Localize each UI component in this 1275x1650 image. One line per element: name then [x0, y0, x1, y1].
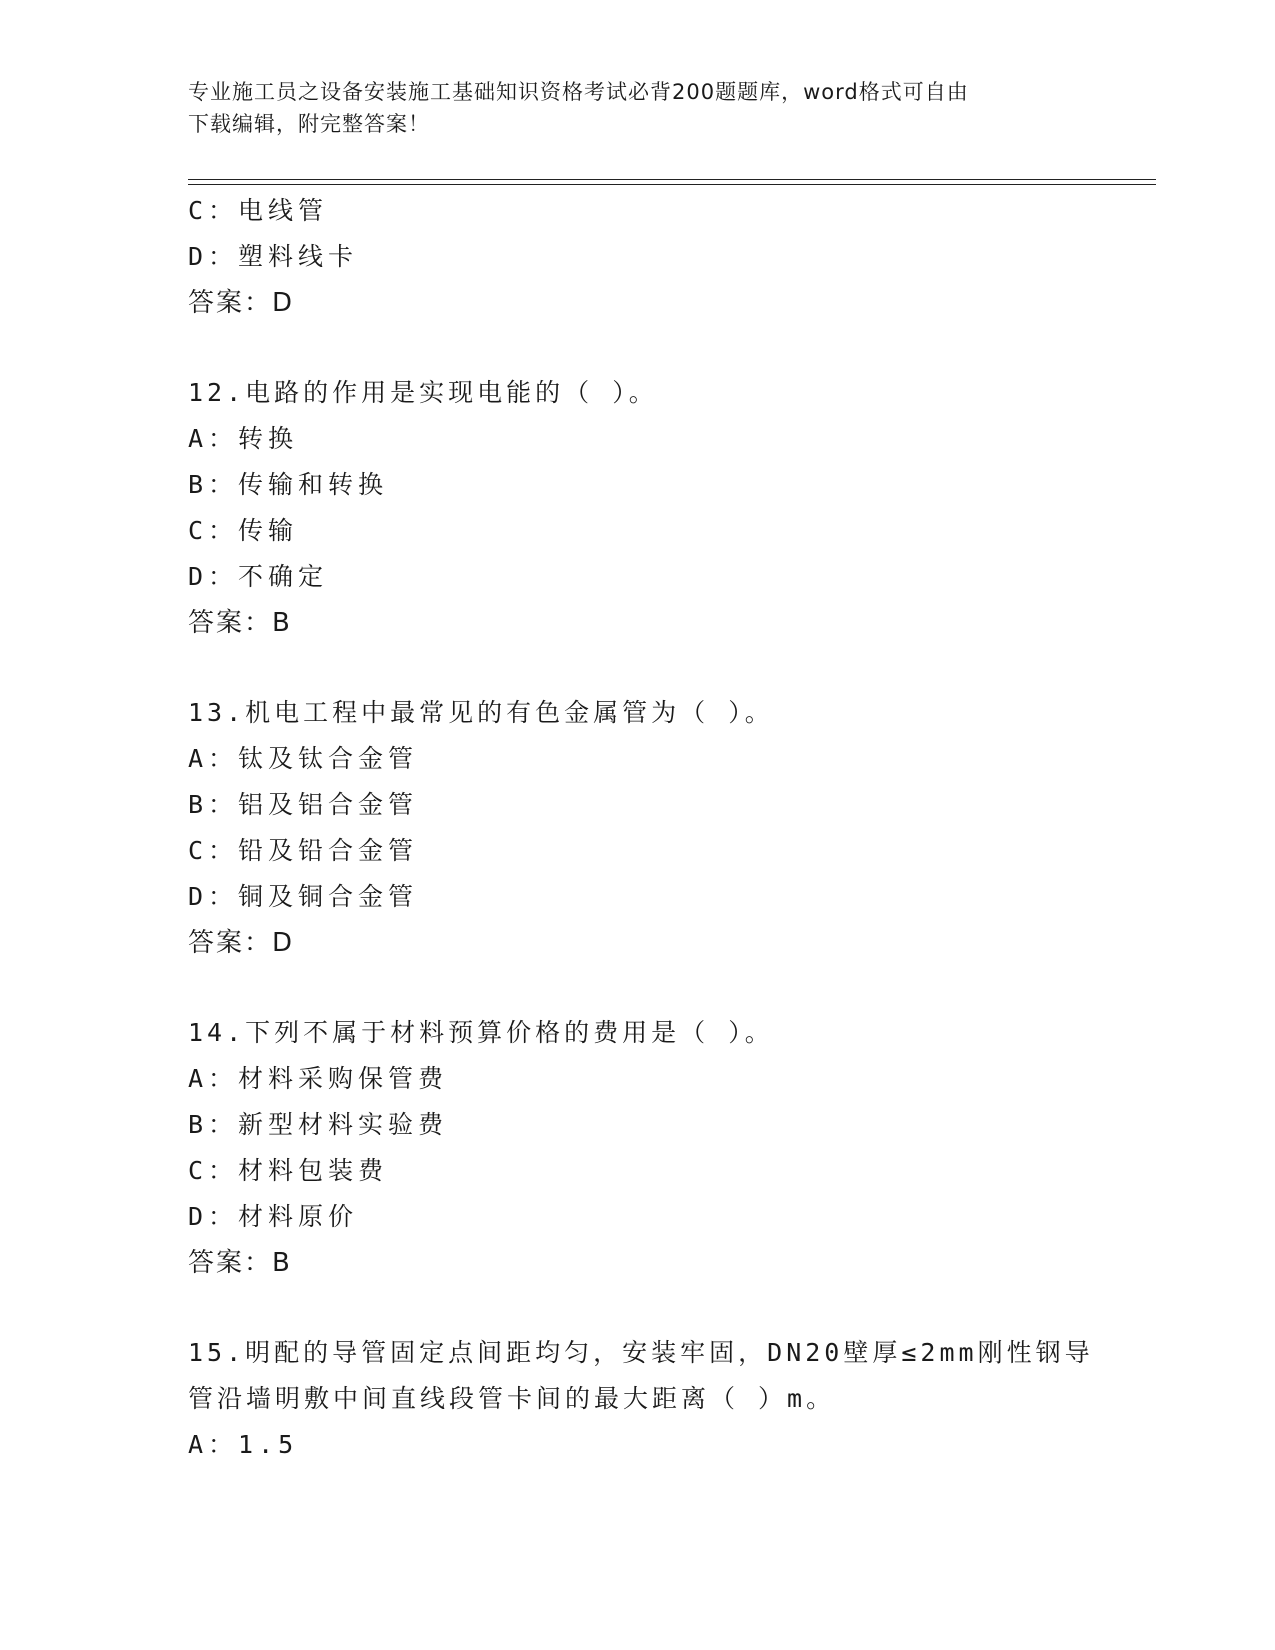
question-12 — [188, 370, 1088, 646]
option-d: D：不确定 — [188, 562, 329, 591]
option-c: C：铅及铅合金管 — [188, 836, 419, 865]
header-divider-bottom — [188, 184, 1156, 185]
question-stem: 12.电路的作用是实现电能的（ ）。 — [188, 378, 658, 407]
option-d: D：塑料线卡 — [188, 242, 359, 271]
option-b: B：铝及铝合金管 — [188, 790, 419, 819]
option-c: C：材料包装费 — [188, 1156, 389, 1185]
option-c: C：传输 — [188, 516, 299, 545]
option-c: C：电线管 — [188, 196, 329, 225]
header-line-1: 专业施工员之设备安装施工基础知识资格考试必背200题题库，word格式可自由 — [188, 80, 969, 104]
option-d: D：铜及铜合金管 — [188, 882, 419, 911]
option-a: A：1.5 — [188, 1430, 299, 1459]
question-15 — [188, 1330, 1094, 1468]
question-14 — [188, 1010, 1088, 1286]
option-a: A：材料采购保管费 — [188, 1064, 449, 1093]
option-a: A：转换 — [188, 424, 299, 453]
answer: 答案：B — [188, 1248, 292, 1278]
answer: 答案：B — [188, 608, 292, 638]
document-header — [188, 76, 1068, 140]
question-13 — [188, 690, 1088, 966]
option-b: B：传输和转换 — [188, 470, 389, 499]
question-stem: 13.机电工程中最常见的有色金属管为（ ）。 — [188, 698, 774, 727]
answer: 答案：D — [188, 288, 295, 318]
option-b: B：新型材料实验费 — [188, 1110, 449, 1139]
question-stem-line-1: 15.明配的导管固定点间距均匀，安装牢固，DN20壁厚≤2mm刚性钢导 — [188, 1338, 1094, 1367]
question-stem-line-2: 管沿墙明敷中间直线段管卡间的最大距离（ ）m。 — [188, 1384, 836, 1413]
question-stem: 14.下列不属于材料预算价格的费用是（ ）。 — [188, 1018, 774, 1047]
question-list — [188, 188, 1094, 1468]
header-divider-top — [188, 179, 1156, 180]
option-a: A：钛及钛合金管 — [188, 744, 419, 773]
answer: 答案：D — [188, 928, 295, 958]
header-line-2: 下载编辑，附完整答案！ — [188, 112, 430, 136]
option-d: D：材料原价 — [188, 1202, 359, 1231]
question-continued — [188, 188, 1088, 326]
